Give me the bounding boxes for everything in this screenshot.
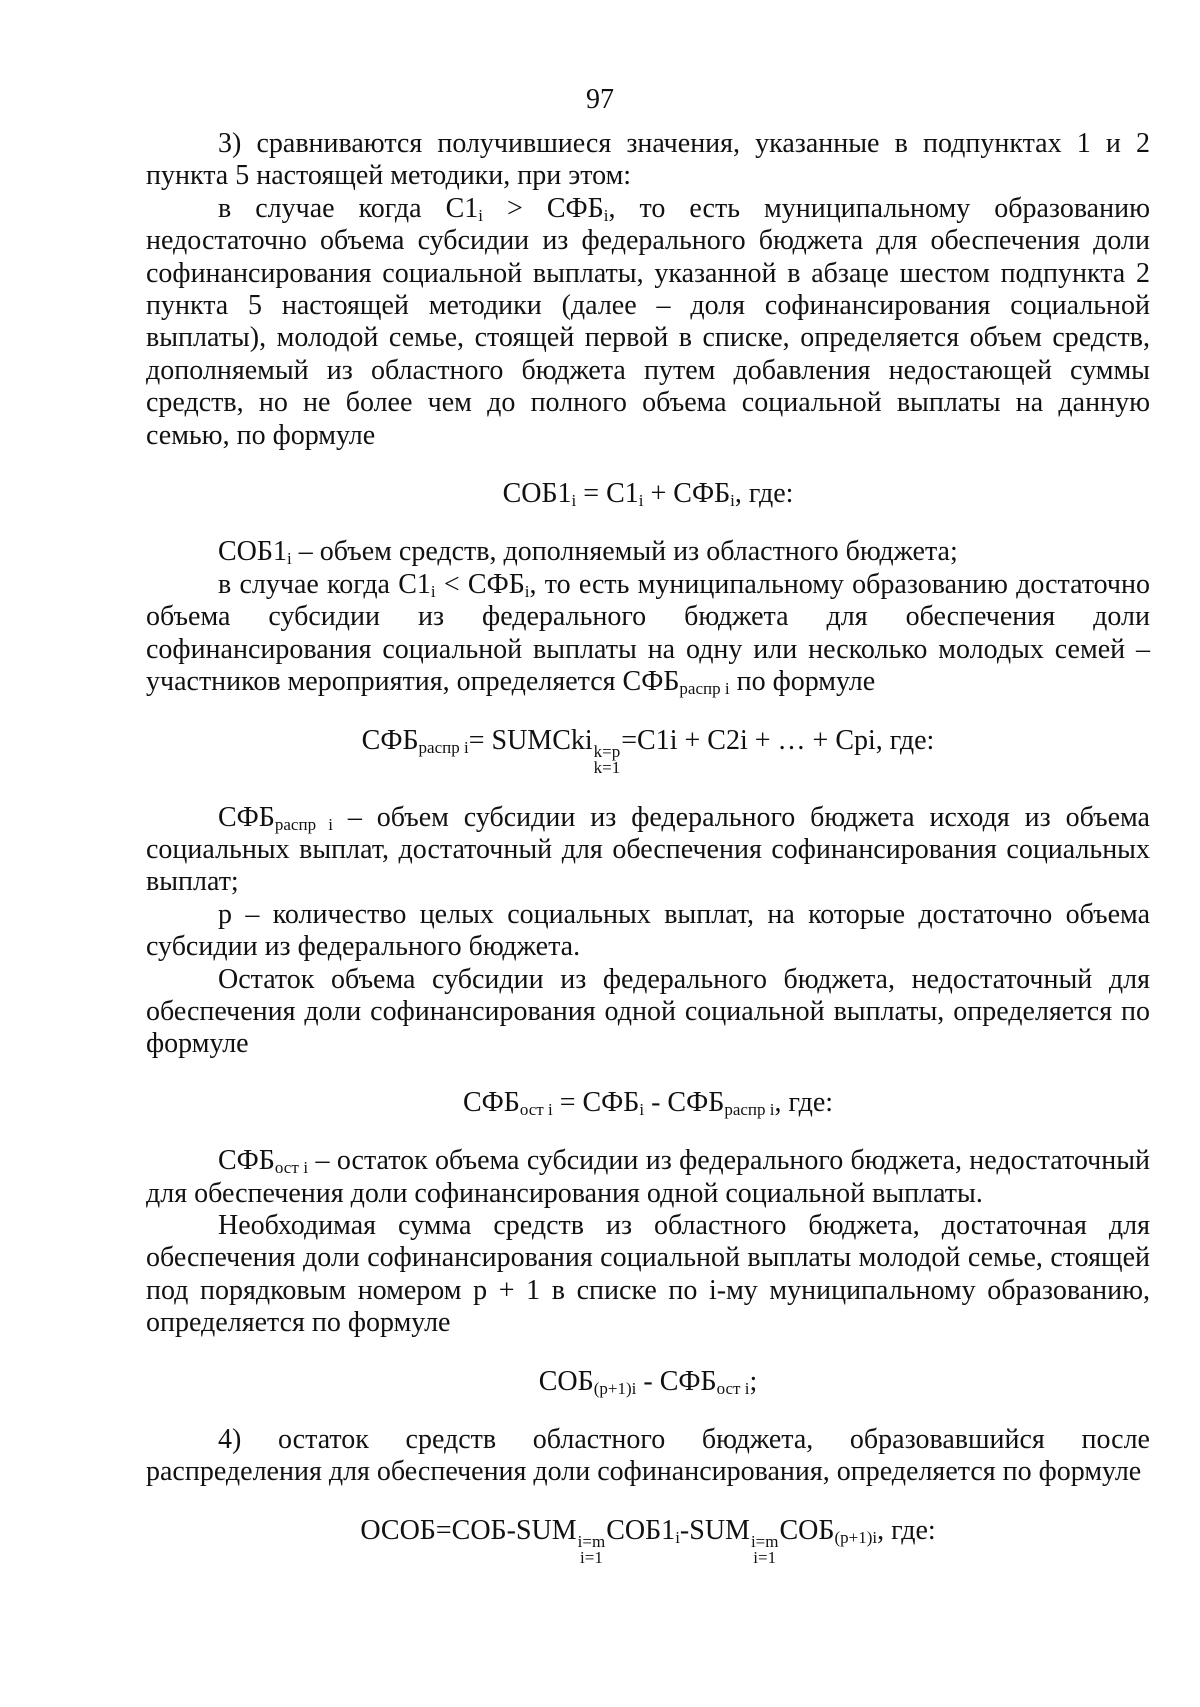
page-number: 97 [586, 84, 614, 115]
paragraph-remainder: Остаток объема субсидии из федерального бюджета, недостаточный для обеспечения доли софинансирования одной социальной выплаты, определяется по формуле [146, 963, 1150, 1060]
document-body [146, 128, 1150, 1566]
definition-sfb-raspr: $СФБ_{распр i}$ – объем субсидии из федерального бюджета исходя из объема социальных выплат, достаточный для обеспечения софинансирования социальных выплат; [146, 801, 1150, 898]
paragraph-item-3: 3) сравниваются получившиеся значения, указанные в подпунктах 1 и 2 пункта 5 настоящей методики, при этом: [146, 128, 1150, 192]
sum-limits: k=p k=1 [593, 741, 621, 777]
paragraph-required-sum: Необходимая сумма средств из областного бюджета, достаточная для обеспечения доли софинансирования социальной выплаты молодой семье, стоящей под порядковым номером p + 1 в списке по i-му муниципальному образованию, определяется по формуле [146, 1209, 1150, 1339]
paragraph-item-4: 4) остаток средств областного бюджета, образовавшийся после распределения для обеспечения доли софинансирования, определяется по формуле [146, 1424, 1150, 1488]
definition-sfb-ost: $СФБ_{ост i}$ – остаток объема субсидии из федерального бюджета, недостаточный для обеспечения доли софинансирования одной социальной выплаты. [146, 1145, 1150, 1209]
formula-sob-p1: $СОБ_{(p+1)i} - СФБ_{ост i}$; [538, 1365, 758, 1398]
formula-osob: ОСОБ=СОБ-SUM i=m i=1 $СОБ1_i$-SUM i=m i=1 $СОБ_{(p+1)i}$, где: [360, 1514, 936, 1567]
definition-sob1: $СОБ1_i$ – объем средств, дополняемый из областного бюджета; [218, 536, 958, 569]
formula-sob1: $СОБ1_i = С1_i + СФБ_i$, где: [502, 478, 794, 511]
definition-p: p – количество целых социальных выплат, на которые достаточно объема субсидии из федерального бюджета. [146, 898, 1150, 963]
paragraph-case-insufficient: в случае когда $С1_i > СФБ_i$, то есть муниципальному образованию недостаточно объема субсидии из федерального бюджета для обеспечения доли софинансирования социальной выплаты, указанной в абзаце шестом подпункта 2 пункта 5 настоящей методики (далее – доля софинансирования социальной выплаты), молодой семье, стоящей первой в списке, определяется объем средств, дополняемый из областного бюджета путем добавления недостающей суммы средств, но не более чем до полного объема социальной выплаты на данную семью, по формуле [146, 192, 1150, 451]
paragraph-case-sufficient: в случае когда $С1_i < СФБ_i$, то есть муниципальному образованию достаточно объема субсидии из федерального бюджета для обеспечения доли софинансирования социальной выплаты на одну или несколько молодых семей – участников мероприятия, определяется $СФБ_{распр i}$ по формуле [146, 568, 1150, 699]
sum-limits: i=m i=1 [750, 1531, 779, 1567]
formula-sfb-raspr: $СФБ_{распр i}=$ SUMCki k=p k=1 =C1i + C2i + … + Cpi, где: [361, 724, 935, 777]
sum-limits: i=m i=1 [577, 1531, 606, 1567]
formula-sfb-ost: $СФБ_{ост i} = СФБ_i - СФБ_{распр i}$, где: [462, 1086, 834, 1119]
